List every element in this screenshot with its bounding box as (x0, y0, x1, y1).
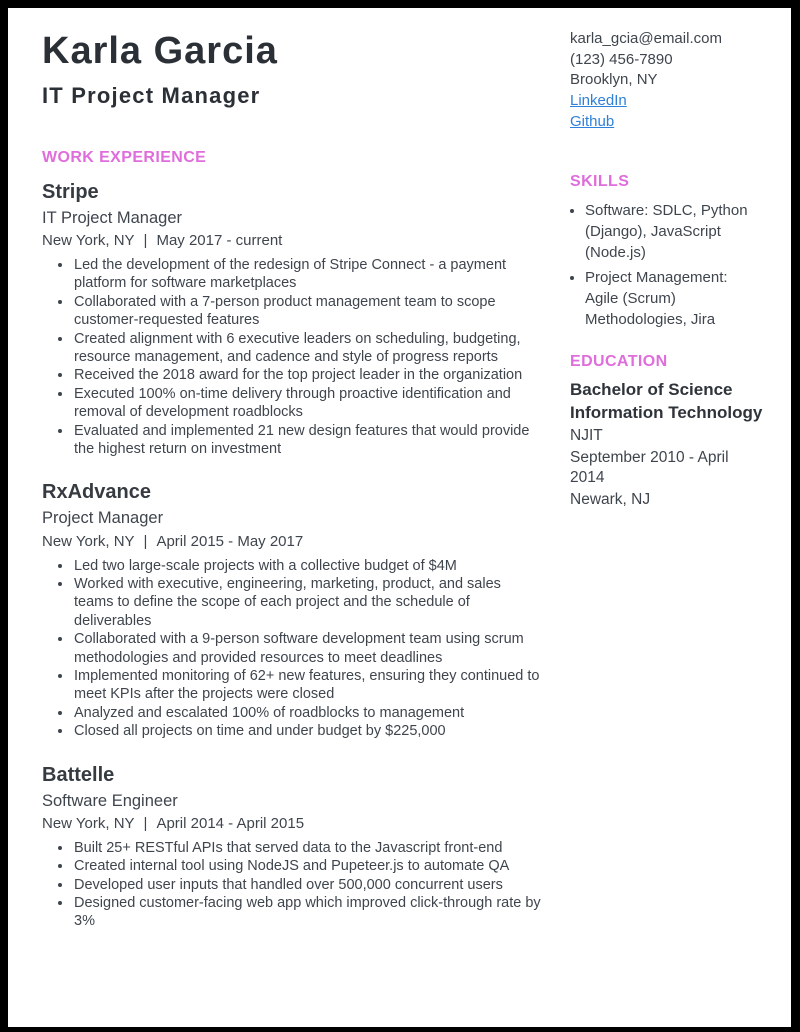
job-bullet: • Implemented monitoring of 62+ new features, ensuring they continued to meet KPIs after the projects were closed (73, 667, 544, 704)
job-dates: April 2014 - April 2015 (156, 815, 305, 833)
job-bullet: • Received the 2018 award for the top project leader in the organization (73, 366, 544, 384)
meta-separator: | (143, 533, 148, 551)
job-bullet: • Analyzed and escalated 100% of roadblocks to management (73, 704, 544, 722)
job-location: New York, NY (42, 232, 135, 250)
job-dates: May 2017 - current (156, 232, 283, 250)
job-bullet: • Developed user inputs that handled over 500,000 concurrent users (73, 876, 544, 894)
job-title: Software Engineer (42, 791, 178, 810)
contact-phone: (123) 456-7890 (570, 50, 673, 68)
education-school: NJIT (570, 427, 603, 444)
education-location: Newark, NJ (570, 490, 651, 508)
job-bullet: • Collaborated with a 9-person software development team using scrum methodologies and provided resources to meet deadlines (73, 630, 544, 667)
skills-heading: SKILLS (570, 173, 630, 190)
skill-item: • Software: SDLC, Python (Django), JavaScript (Node.js) (585, 200, 763, 263)
company-name: Stripe (42, 180, 99, 203)
github-link[interactable]: Github (570, 113, 615, 130)
job-bullet: • Worked with executive, engineering, marketing, product, and sales teams to define the scope of each project and the schedule of deliverables (73, 575, 544, 630)
person-name: Karla Garcia (42, 30, 278, 72)
job-bullet: • Closed all projects on time and under budget by $225,000 (73, 722, 544, 740)
job-bullet: • Built 25+ RESTful APIs that served data to the Javascript front-end (73, 839, 544, 857)
job-title: Project Manager (42, 509, 164, 528)
side-column (570, 24, 763, 1007)
job-location: New York, NY (42, 815, 135, 833)
contact-location: Brooklyn, NY (570, 71, 658, 88)
job-bullet: • Designed customer-facing web app which improved click-through rate by 3% (73, 894, 544, 931)
job-bullet: • Collaborated with a 7-person product management team to scope customer-requested features (73, 293, 544, 330)
company-name: Battelle (42, 763, 115, 786)
job-battelle (42, 763, 544, 931)
job-bullets (42, 557, 544, 741)
skill-item: • Project Management: Agile (Scrum) Methodologies, Jira (585, 267, 763, 330)
person-title: IT Project Manager (42, 82, 261, 108)
company-name: RxAdvance (42, 481, 151, 504)
education-degree: Bachelor of Science Information Technology (570, 380, 763, 422)
education-heading: EDUCATION (570, 353, 668, 370)
education-dates: September 2010 - April 2014 (570, 448, 729, 486)
job-bullet: • Created alignment with 6 executive leaders on scheduling, budgeting, resource management, and cadence and style of progress reports (73, 330, 544, 367)
job-rxadvance (42, 480, 544, 740)
linkedin-link[interactable]: LinkedIn (570, 91, 627, 109)
job-meta (42, 231, 544, 251)
job-bullets (42, 839, 544, 931)
contact-email: karla_gcia@email.com (570, 30, 722, 47)
job-bullet: • Led the development of the redesign of Stripe Connect - a payment platform for software marketplaces (73, 256, 544, 293)
job-bullet: • Evaluated and implemented 21 new design features that would provide the highest return on investment (73, 422, 544, 459)
job-bullet: • Executed 100% on-time delivery through proactive identification and removal of development roadblocks (73, 385, 544, 422)
job-title: IT Project Manager (42, 208, 183, 227)
job-dates: April 2015 - May 2017 (156, 533, 304, 551)
skills-list (570, 200, 763, 330)
job-bullet: • Created internal tool using NodeJS and Pupeteer.js to automate QA (73, 857, 544, 875)
job-location: New York, NY (42, 533, 135, 551)
work-experience-heading: WORK EXPERIENCE (42, 148, 207, 166)
job-bullet: • Led two large-scale projects with a collective budget of $4M (73, 557, 544, 575)
job-meta (42, 814, 544, 834)
job-bullets (42, 256, 544, 458)
job-meta (42, 532, 544, 552)
meta-separator: | (143, 815, 148, 833)
meta-separator: | (143, 232, 148, 250)
job-stripe (42, 180, 544, 459)
contact-block (570, 29, 763, 133)
main-column (42, 24, 544, 1007)
